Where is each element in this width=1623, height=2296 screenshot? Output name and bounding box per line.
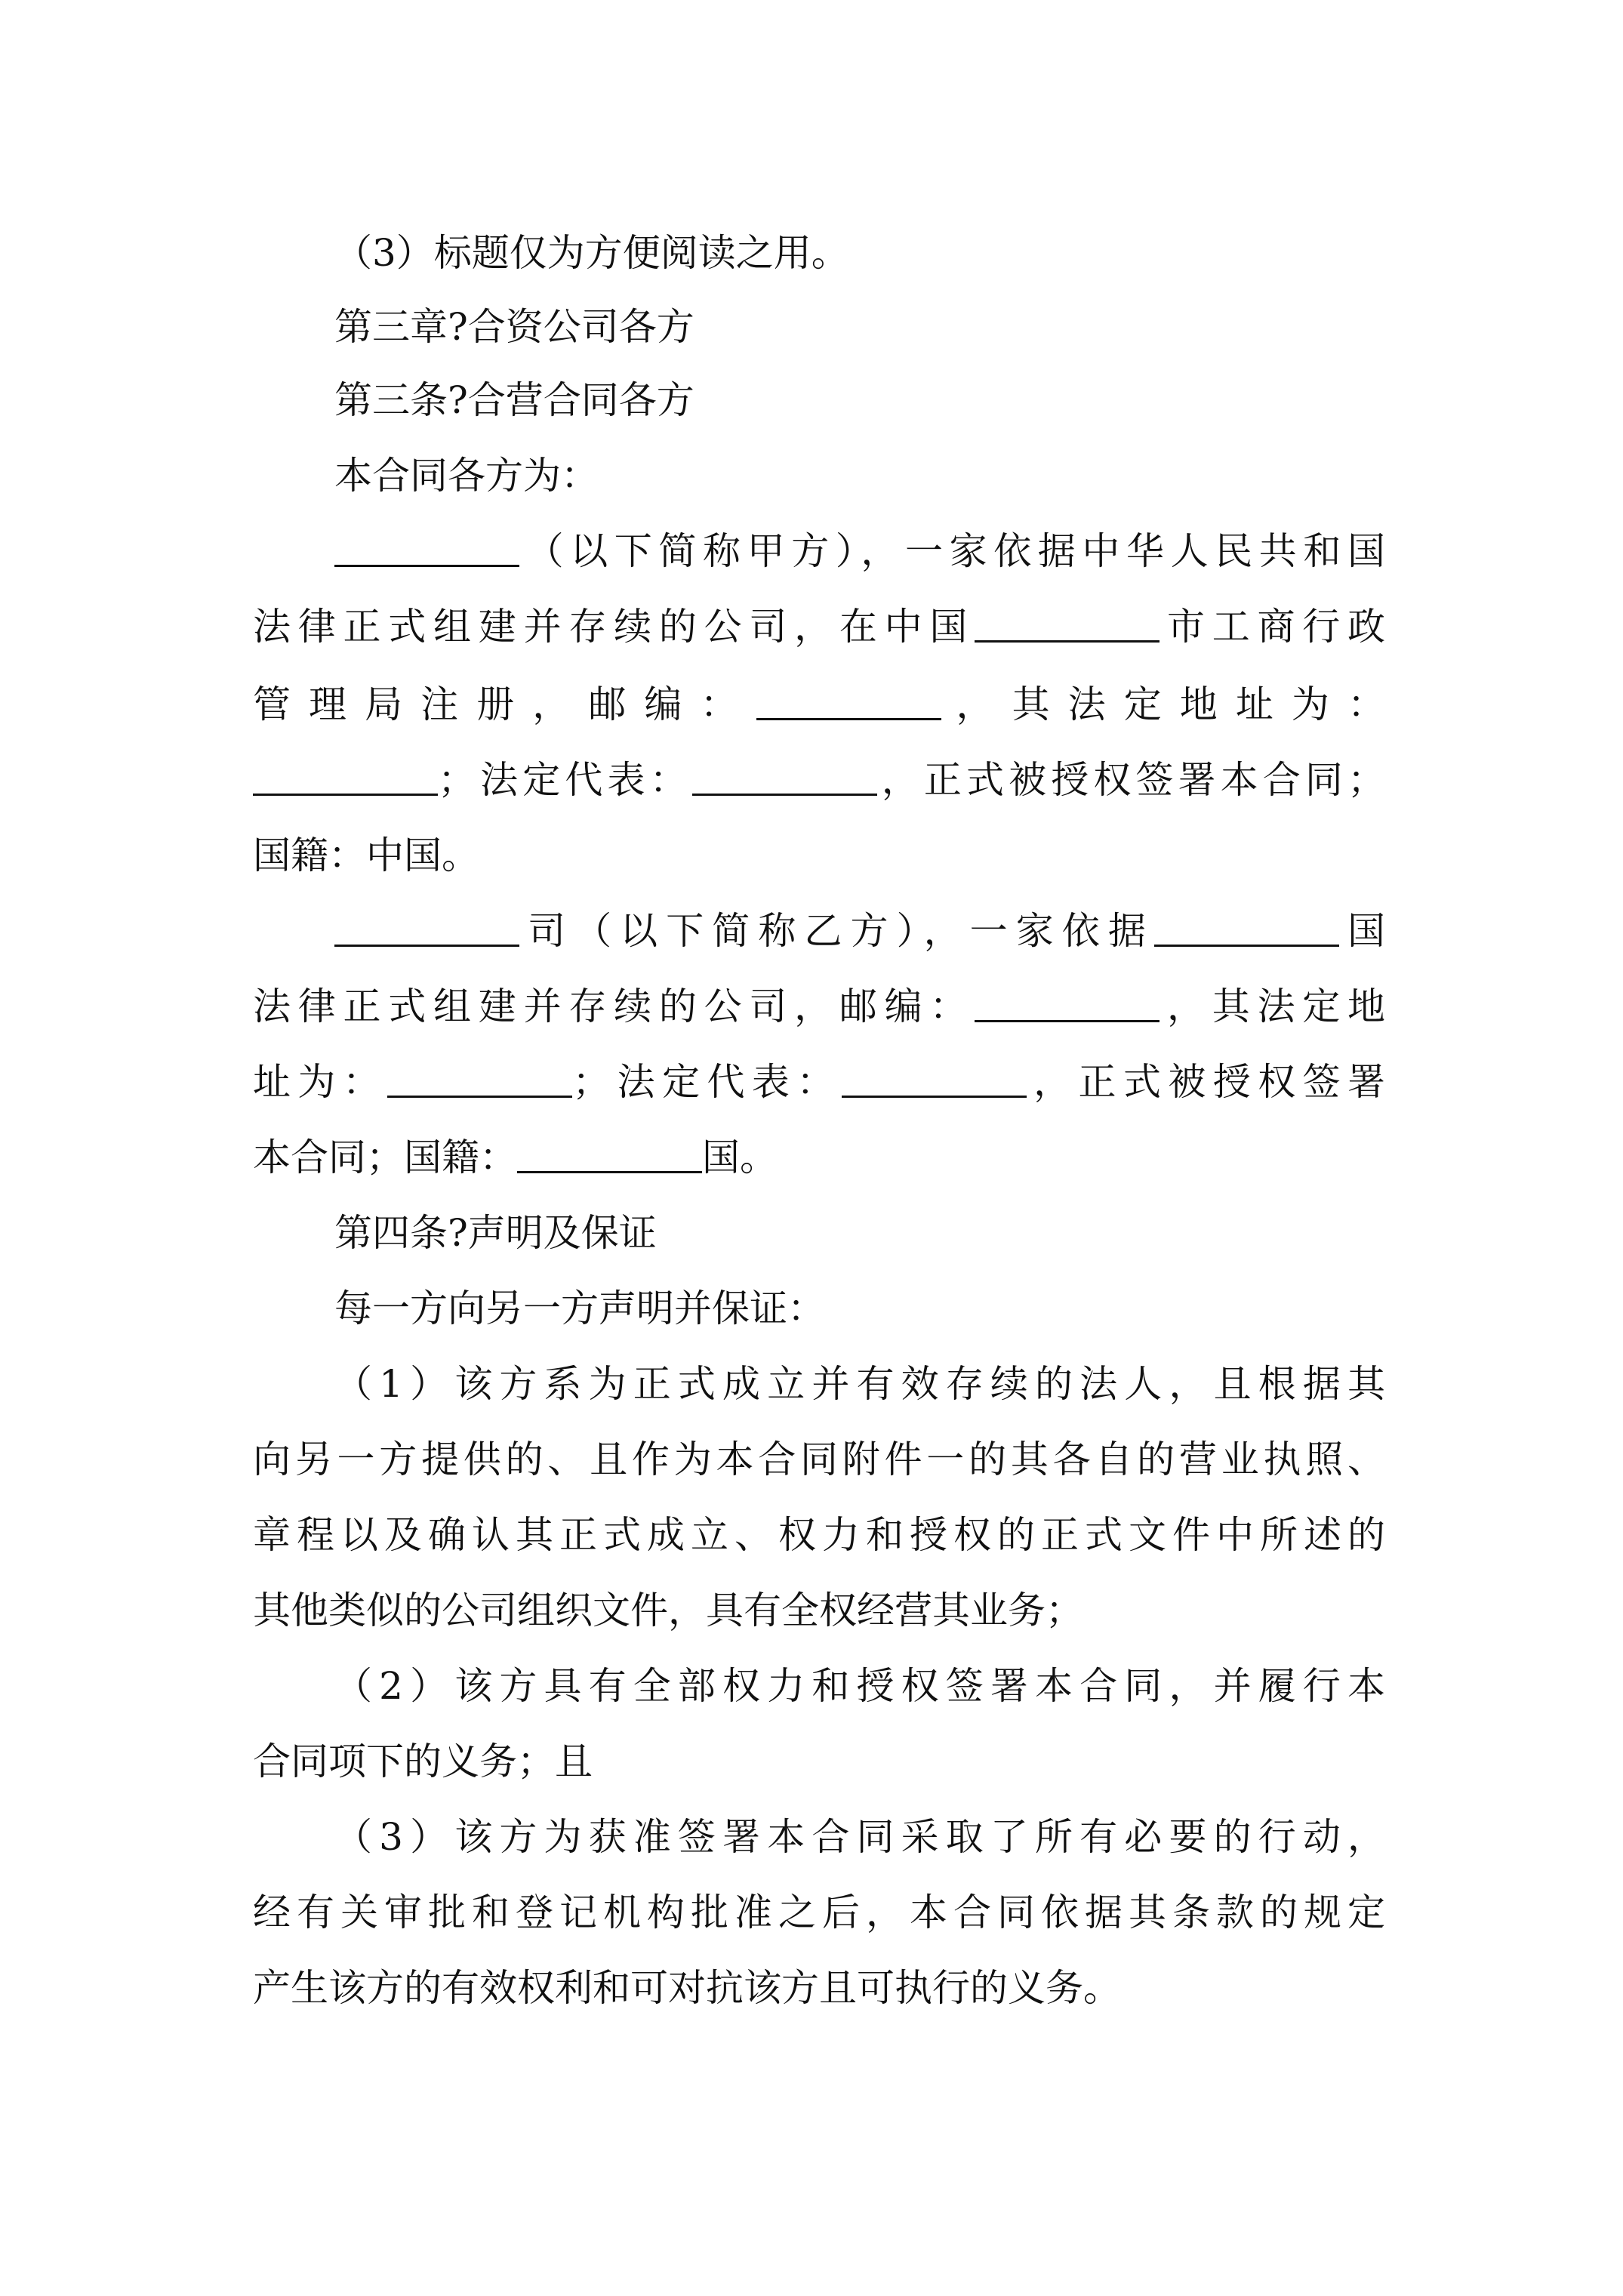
warranty-3-line-1: [253, 1814, 1385, 1860]
blank-field: [387, 1062, 572, 1098]
line-text: 法律正式组建并存续的公司，邮编：: [253, 985, 975, 1028]
warranty-1-line-3: [253, 1512, 1385, 1558]
line-text: 市工商行政: [1160, 605, 1386, 649]
document-page: [253, 0, 1385, 2296]
parties-intro: [253, 453, 1385, 498]
line-text: 第三章?合资公司各方: [334, 305, 694, 349]
line-text: （以下简称甲方），一家依据中华人民共和国: [519, 529, 1385, 573]
line-text: 产生该方的有效权利和可对抗该方且可执行的义务。: [253, 1966, 1121, 2010]
line-text: ；法定代表：: [572, 1060, 842, 1104]
warranty-1-line-1: [253, 1361, 1385, 1407]
line-text: ，其法定地: [1160, 985, 1386, 1028]
line-text: 章程以及确认其正式成立、权力和授权的正式文件中所述的: [253, 1513, 1385, 1557]
line-text: 每一方向另一方声明并保证：: [334, 1287, 825, 1330]
blank-field: [756, 685, 941, 720]
party-a-line-5: [253, 833, 1385, 878]
article-4-heading: [253, 1210, 1385, 1256]
line-text: 合同项下的义务；且: [253, 1740, 593, 1783]
blank-field: [975, 607, 1160, 643]
blank-field: [1154, 911, 1339, 947]
blank-field: [517, 1138, 702, 1173]
line-text: （2）该方具有全部权力和授权签署本合同，并履行本: [334, 1664, 1385, 1708]
line-text: 其他类似的公司组织文件，具有全权经营其业务；: [253, 1589, 1083, 1632]
chapter-3-heading: [253, 304, 1385, 350]
line-text: ，正式被授权签署: [1026, 1060, 1386, 1104]
line-text: 司（以下简称乙方），一家依据: [519, 909, 1154, 953]
blank-field: [842, 1062, 1027, 1098]
line-text: ， 其 法 定 地 址 为 ：: [956, 683, 1385, 726]
blank-field: [253, 760, 438, 796]
warranty-2-line-1: [253, 1663, 1385, 1709]
warranty-intro: [253, 1286, 1385, 1331]
party-a-line-1: [253, 529, 1385, 574]
warranty-3-line-3: [253, 1965, 1385, 2011]
line-text: 址为：: [253, 1060, 388, 1104]
line-text: （3）该方为获准签署本合同采取了所有必要的行动，: [334, 1815, 1385, 1859]
blank-field: [334, 532, 519, 567]
line-text: 本合同；国籍：: [253, 1136, 517, 1179]
line-text: 法律正式组建并存续的公司，在中国: [253, 605, 975, 649]
line-text: 国籍：中国。: [253, 834, 479, 877]
line-text: 第四条?声明及保证: [334, 1211, 657, 1255]
party-a-line-4: [253, 757, 1385, 803]
line-text: 经有关审批和登记机构批准之后，本合同依据其条款的规定: [253, 1891, 1385, 1934]
warranty-2-line-2: [253, 1739, 1385, 1784]
blank-field: [975, 987, 1160, 1022]
line-text: ；法定代表：: [438, 758, 692, 802]
party-b-line-2: [253, 984, 1385, 1029]
line-text: 管 理 局 注 册 ， 邮 编 ：: [253, 683, 741, 726]
line-text: 国: [1338, 909, 1385, 953]
party-a-line-3: [253, 682, 1385, 727]
party-a-line-2: [253, 604, 1385, 649]
party-b-line-1: [253, 908, 1385, 954]
blank-field: [334, 911, 519, 947]
clause-3-headings-note: [253, 230, 1385, 276]
article-3-heading: [253, 378, 1385, 423]
line-text: 向另一方提供的、且作为本合同附件一的其各自的营业执照、: [253, 1438, 1385, 1481]
party-b-line-4: [253, 1135, 1385, 1180]
line-text: （3）标题仅为方便阅读之用。: [334, 231, 849, 275]
party-b-line-3: [253, 1059, 1385, 1105]
warranty-1-line-4: [253, 1588, 1385, 1633]
line-text: 本合同各方为：: [334, 454, 599, 498]
warranty-1-line-2: [253, 1437, 1385, 1482]
line-text: 第三条?合营合同各方: [334, 378, 694, 422]
line-text: 国。: [702, 1136, 778, 1179]
warranty-3-line-2: [253, 1890, 1385, 1935]
line-text: ，正式被授权签署本合同；: [876, 758, 1386, 802]
line-text: （1）该方系为正式成立并有效存续的法人，且根据其: [334, 1362, 1385, 1406]
blank-field: [692, 760, 877, 796]
